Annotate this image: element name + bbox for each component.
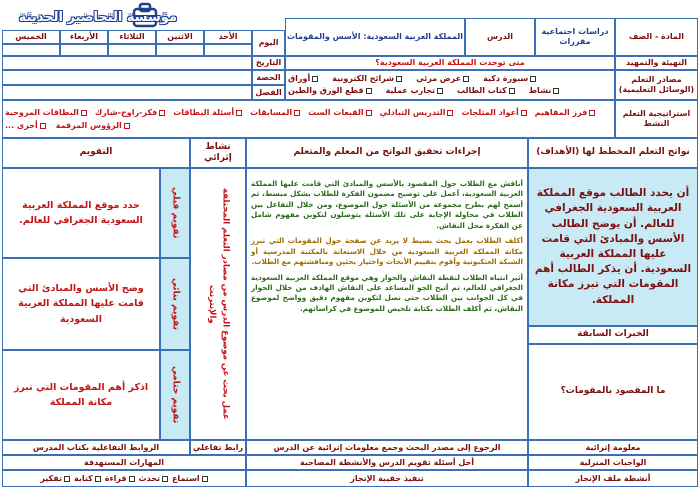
date-label: التاريخ [252, 56, 285, 70]
skill-writing[interactable]: كتابة [74, 474, 101, 484]
evaluation-header: التقويم [2, 138, 190, 168]
prior-knowledge-label: الخبرات السابقة [528, 326, 698, 344]
homework-value: أحل أسئلة تقويم الدرس والأنشطة المصاحبة [246, 455, 528, 470]
skills-options [2, 470, 246, 487]
checkbox-icon [463, 76, 469, 82]
strategy-sorting[interactable]: فرز المفاهيم [535, 108, 596, 118]
source-experiments[interactable]: تجارب عملية [386, 86, 443, 96]
skill-listening[interactable]: استماع [172, 474, 208, 484]
skill-speaking[interactable]: تحدث [139, 474, 168, 484]
checkbox-icon [366, 88, 372, 94]
strategy-numbered-heads[interactable]: الرؤوس المرقمة [56, 121, 130, 131]
strategy-fan-cards[interactable]: البطاقات المروحية [5, 108, 87, 118]
intro-label: التهيئة والتمهيد [615, 56, 698, 70]
source-video[interactable]: عرض مرئي [416, 74, 469, 84]
eval-item-1: حدد موقع المملكة العربية السعودية الجغرافي للعالم. [2, 168, 160, 258]
period-label: الحصة [252, 70, 285, 85]
interactive-value[interactable]: الروابط التفاعلية بكتاب المدرس [2, 440, 190, 455]
day-blank-1[interactable] [204, 44, 252, 56]
subject-value: دراسات اجتماعية مقررات [535, 18, 615, 56]
strategy-contests[interactable]: المسابقات [250, 108, 300, 118]
lesson-value: المملكة العربية السعودية: الأسس والمقومات [285, 18, 465, 56]
period-blank[interactable] [2, 70, 252, 85]
checkbox-icon [236, 110, 242, 116]
day-blank-3[interactable] [108, 44, 156, 56]
class-label: الفصل [252, 85, 285, 100]
logo-text: مؤسسة التحاضير الحديثة [18, 10, 177, 25]
procedure-paragraph-1: أناقش مع الطلاب حول المقصود بالأسس والمبادئ التي قامت عليها المملكة العربية السعودية، أعمل على توضيح مضمون الفكرة للطلاب بشكل مبسط، ثم أسمح لهم بطرح مجموعة من الأسئلة حول الموضوع، ومن خلال التفاعل بين الطلاب في محاولة الإجابة على تلك الأسئلة يتوصلون لتكوين مفهوم شامل عن الفكرة محل النقاش. [251, 179, 523, 230]
checkbox-icon [521, 110, 527, 116]
source-papers[interactable]: أوراق [288, 74, 318, 84]
eval-type-pre-text: تقويم قبلي [170, 187, 181, 239]
checkbox-icon [589, 110, 595, 116]
checkbox-icon [447, 110, 453, 116]
day-blank-5[interactable] [2, 44, 60, 56]
portfolio-value: تنفيذ حقيبة الإنجاز [246, 470, 528, 487]
intro-value: متى توحدت المملكة العربية السعودية؟ [285, 56, 615, 70]
checkbox-icon [366, 110, 372, 116]
strategy-reciprocal[interactable]: التدريس التبادلي [380, 108, 454, 118]
sources-options [285, 70, 615, 100]
day-label: اليوم [252, 30, 285, 56]
interactive-label: رابط تفاعلي [190, 440, 246, 455]
strategies-options [2, 100, 615, 138]
procedures-cell [246, 168, 528, 440]
enrichment-value: الرجوع إلى مصدر البحث وجمع معلومات إثرائية عن الدرس [246, 440, 528, 455]
portfolio-label: أنشطة ملف الإنجاز [528, 470, 698, 487]
checkbox-icon [129, 476, 135, 482]
strategy-sticks[interactable]: أعواد المثلجات [461, 108, 526, 118]
strategies-label: استراتيجية التعلم النشط [615, 100, 698, 138]
checkbox-icon [40, 123, 46, 129]
checkbox-icon [64, 476, 70, 482]
outcomes-text: أن يحدد الطالب موقع المملكة العربية السعودية الجغرافي للعالم. أن يوضح الطالب الأسس والمبادئ التي قامت عليها المملكة العربية السعودية. أن يذكر الطالب أهم المقومات التي تبرز مكانة المملكة. [534, 187, 692, 306]
eval-type-formative [160, 258, 190, 350]
subject-label: المادة - الصف [615, 18, 698, 56]
activity-text: عمل بحث عن موضوع الدرس من مصادر التعلم المختلفة والإنترنت [207, 188, 231, 420]
source-smartboard[interactable]: سبورة ذكية [483, 74, 536, 84]
checkbox-icon [202, 476, 208, 482]
checkbox-icon [124, 123, 130, 129]
strategy-cards[interactable]: أسئلة البطاقات [173, 108, 242, 118]
eval-type-final-text: تقويم ختامي [170, 366, 181, 424]
checkbox-icon [159, 110, 165, 116]
enrichment-label: معلومة إثرائية [528, 440, 698, 455]
eval-item-2: وضح الأسس والمبادئ التي قامت عليها المملكة العربية السعودية [2, 258, 160, 350]
checkbox-icon [312, 76, 318, 82]
outcomes-header: نواتج التعلم المخطط لها (الأهداف) [528, 138, 698, 168]
checkbox-icon [81, 110, 87, 116]
checkbox-icon [396, 76, 402, 82]
prior-knowledge-cell [528, 344, 698, 440]
skills-label: المهارات المستهدفة [2, 455, 246, 470]
eval-type-final [160, 350, 190, 440]
date-blank[interactable] [2, 56, 252, 70]
procedure-paragraph-2: أكلف الطلاب بعمل بحث بسيط لا يزيد عن صفحة حول المقومات التي تبرز مكانة المملكة العربية السعودية من خلال الاستعانة بالمكتبة المدرسية أو الشبكة العنكبوتية وأقوم بتقييم الأبحاث واختيار بحثين ومناقشتهم مع الطلاب. [251, 236, 523, 267]
checkbox-icon [162, 476, 168, 482]
sources-label: مصادر التعلم (الوسائل التعليمية) [615, 70, 698, 100]
eval-type-formative-text: تقويم بنائي [170, 278, 181, 330]
checkbox-icon [530, 76, 536, 82]
procedures-text [247, 177, 527, 321]
checkbox-icon [294, 110, 300, 116]
source-book[interactable]: كتاب الطالب [457, 86, 515, 96]
day-cell-tue: الثلاثاء [108, 30, 156, 44]
source-activity[interactable]: نشاط [529, 86, 559, 96]
strategy-hats[interactable]: القبعات الست [308, 108, 371, 118]
source-slides[interactable]: شرائح الكترونية [332, 74, 402, 84]
homework-label: الواجبات المنزلية [528, 455, 698, 470]
procedures-header: إجراءات تحقيق النواتج من المعلم والمتعلم [246, 138, 528, 168]
skill-thinking[interactable]: تفكير [40, 474, 70, 484]
day-cell-sun: الأحد [204, 30, 252, 44]
checkbox-icon [509, 88, 515, 94]
day-cell-thu: الخميس [2, 30, 60, 44]
source-clay[interactable]: قطع الورق والطين [288, 86, 372, 96]
logo [2, 0, 192, 32]
day-cell-mon: الاثنين [156, 30, 204, 44]
eval-item-3: اذكر أهم المقومات التي تبرز مكانة المملكة [2, 350, 160, 440]
eval-type-pre [160, 168, 190, 258]
checkbox-icon [95, 476, 101, 482]
day-blank-2[interactable] [156, 44, 204, 56]
activity-cell [190, 168, 246, 440]
day-blank-4[interactable] [60, 44, 108, 56]
activity-header: نشاط إثرائي [190, 138, 246, 168]
prior-knowledge-question: ما المقصود بالمقومات؟ [560, 386, 666, 397]
strategy-think-pair[interactable]: فكر-زاوج-شارك [95, 108, 165, 118]
checkbox-icon [437, 88, 443, 94]
skill-reading[interactable]: قراءة [105, 474, 135, 484]
day-cell-wed: الأربعاء [60, 30, 108, 44]
procedure-paragraph-3: أثير انتباه الطلاب لنقطة النقاش والحوار وهي موقع المملكة العربية السعودية الجغرافي للعالم، ثم أتيح الجو المساعد على النقاش الهادف من خلال الحوار في كل الجوانب بين الطلاب حتى نصل لتكوين مفهوم دقيق وواضح لموضوع النقاش، ثم أكلف الطلاب بكتابة تلخيص للموضوع في كراساتهم. [251, 272, 523, 313]
outcomes-cell [528, 168, 698, 326]
lesson-label: الدرس [465, 18, 535, 56]
checkbox-icon [553, 88, 559, 94]
strategy-other[interactable]: أخرى ... [5, 121, 46, 131]
class-blank[interactable] [2, 85, 252, 100]
